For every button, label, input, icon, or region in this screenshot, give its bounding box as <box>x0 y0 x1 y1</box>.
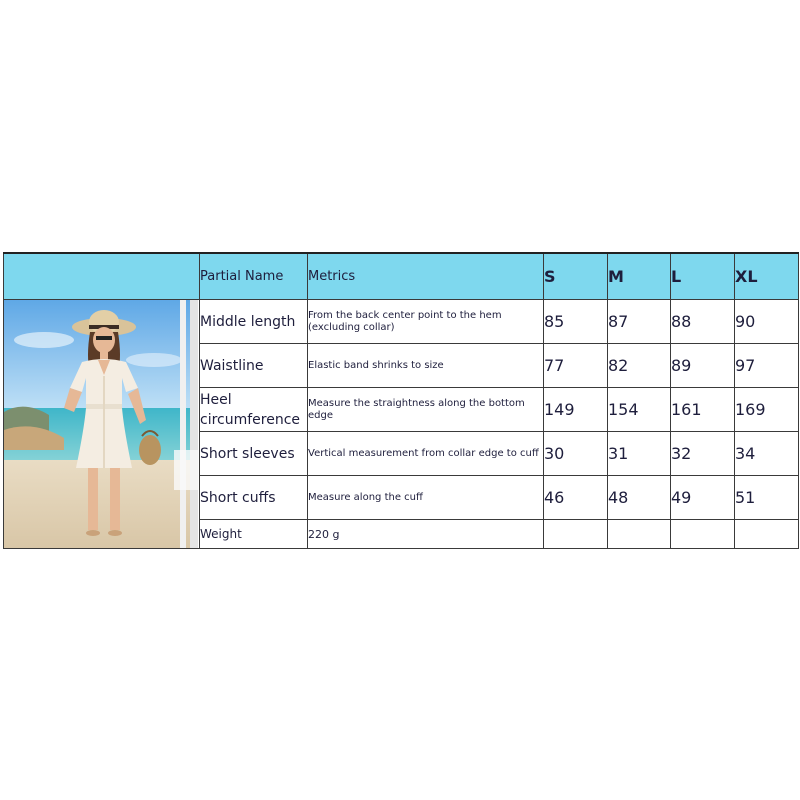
row-name: Heel circumference <box>200 388 308 432</box>
value-xl: 169 <box>735 388 799 432</box>
value-s: 149 <box>544 388 608 432</box>
value-m: 87 <box>608 300 671 344</box>
value-xl: 97 <box>735 344 799 388</box>
beach-model-photo-icon <box>4 300 198 549</box>
header-size-m: M <box>608 253 671 300</box>
value-xl: 34 <box>735 432 799 476</box>
weight-value: 220 g <box>308 520 544 549</box>
empty-cell <box>671 520 735 549</box>
empty-cell <box>544 520 608 549</box>
row-name: Short cuffs <box>200 476 308 520</box>
weight-label: Weight <box>200 520 308 549</box>
value-l: 161 <box>671 388 735 432</box>
header-partial-name: Partial Name <box>200 253 308 300</box>
table-header-row <box>4 253 799 300</box>
row-name: Middle length <box>200 300 308 344</box>
empty-cell <box>735 520 799 549</box>
product-photo-cell <box>4 300 200 549</box>
header-size-xl: XL <box>735 253 799 300</box>
header-corner-cell <box>4 253 200 300</box>
row-metric: Vertical measurement from collar edge to cuff <box>308 432 544 476</box>
product-photo <box>4 300 198 549</box>
value-m: 48 <box>608 476 671 520</box>
row-metric: Elastic band shrinks to size <box>308 344 544 388</box>
value-xl: 51 <box>735 476 799 520</box>
table-row <box>4 300 799 344</box>
header-size-s: S <box>544 253 608 300</box>
size-chart-table <box>3 252 799 549</box>
row-metric: Measure the straightness along the bottom edge <box>308 388 544 432</box>
row-metric: Measure along the cuff <box>308 476 544 520</box>
value-l: 49 <box>671 476 735 520</box>
value-xl: 90 <box>735 300 799 344</box>
value-s: 46 <box>544 476 608 520</box>
value-s: 85 <box>544 300 608 344</box>
value-l: 89 <box>671 344 735 388</box>
row-metric: From the back center point to the hem (excluding collar) <box>308 300 544 344</box>
value-m: 154 <box>608 388 671 432</box>
value-m: 31 <box>608 432 671 476</box>
header-metrics: Metrics <box>308 253 544 300</box>
row-name: Waistline <box>200 344 308 388</box>
row-name: Short sleeves <box>200 432 308 476</box>
empty-cell <box>608 520 671 549</box>
value-m: 82 <box>608 344 671 388</box>
value-l: 88 <box>671 300 735 344</box>
value-s: 30 <box>544 432 608 476</box>
value-l: 32 <box>671 432 735 476</box>
header-size-l: L <box>671 253 735 300</box>
value-s: 77 <box>544 344 608 388</box>
